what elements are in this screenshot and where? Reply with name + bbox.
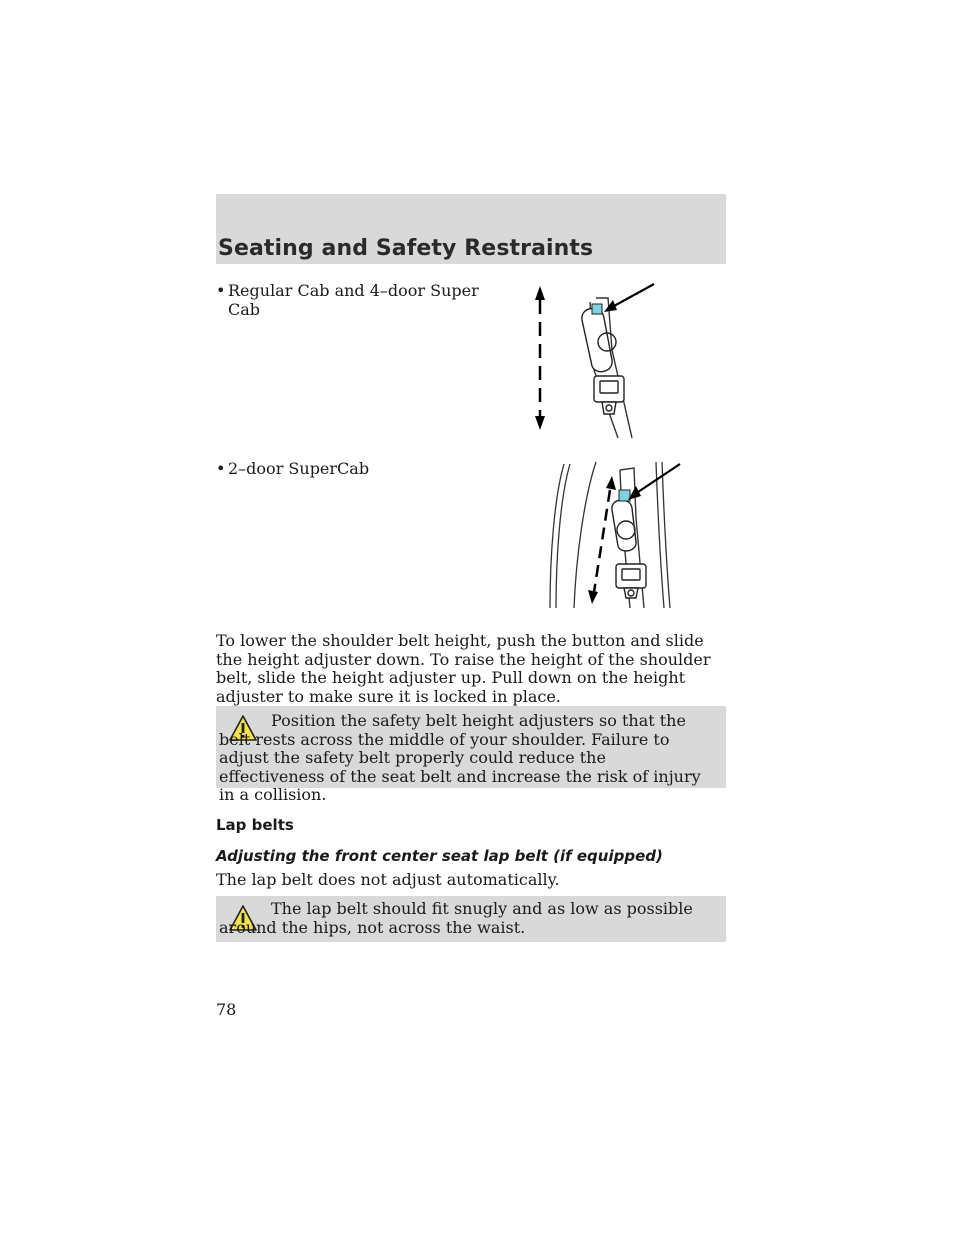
bullet-text: 2–door SuperCab xyxy=(228,459,370,478)
callout-arrow xyxy=(638,464,680,492)
page-number: 78 xyxy=(216,1000,237,1019)
instruction-paragraph: To lower the shoulder belt height, push the button and slide the height adjuster down. To raise the height of the shoulder belt, slide the height adjuster up. Pull down on the height adjuster to make sure it is locked in place. xyxy=(216,631,711,706)
adjuster-button xyxy=(592,304,602,314)
belt-guide xyxy=(612,500,636,551)
subsection-heading: Adjusting the front center seat lap belt (if equipped) xyxy=(216,847,663,865)
belt-adjuster-figure-2door-supercab xyxy=(540,458,690,618)
up-down-arrow-icon xyxy=(588,476,616,604)
callout-arrow xyxy=(614,284,654,306)
section-title: Seating and Safety Restraints xyxy=(218,236,594,261)
belt-tongue xyxy=(616,564,646,598)
section-heading: Lap belts xyxy=(216,816,294,834)
adjuster-button xyxy=(619,490,630,501)
body-text: The lap belt does not adjust automatically. xyxy=(216,870,560,889)
bullet-marker: • xyxy=(216,459,226,478)
warning-box xyxy=(216,706,726,804)
warning-text: The lap belt should fit snugly and as low as possible around the hips, not across the waist. xyxy=(219,899,693,937)
warning-box xyxy=(216,896,726,942)
bullet-text: Regular Cab and 4–door Super Cab xyxy=(228,281,479,319)
belt-tongue xyxy=(594,376,624,414)
bullet-marker: • xyxy=(216,281,226,300)
warning-text: Position the safety belt height adjusters so that the belt rests across the middle of your shoulder. Failure to adjust the safety belt properly could reduce the effectiveness of the seat belt and increase the risk of injury in a collision. xyxy=(219,711,701,804)
belt-adjuster-figure-regular-cab xyxy=(520,280,670,440)
up-down-arrow-icon xyxy=(535,286,545,430)
